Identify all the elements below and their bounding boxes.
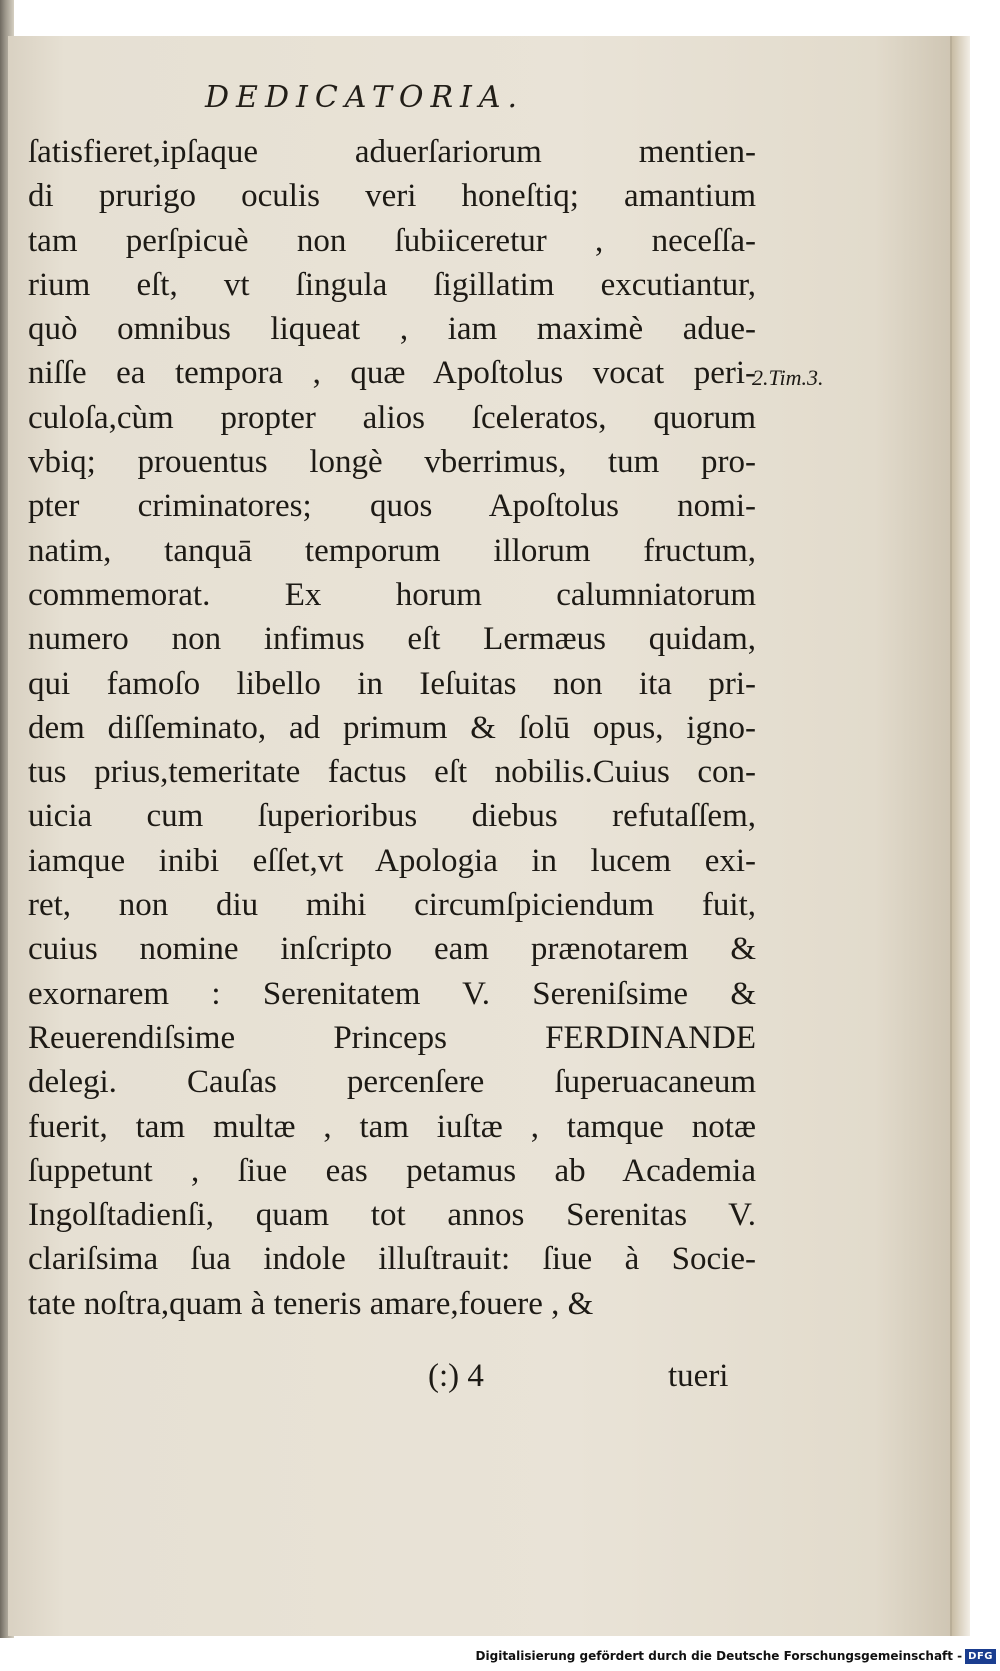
text-line: commemorat. Ex horum calumniatorum [28, 576, 756, 613]
text-line: iamque inibi eſſet,vt Apologia in lucem exi- [28, 842, 756, 879]
text-line: natim, tanquā temporum illorum fructum, [28, 532, 756, 569]
text-line: clariſsima ſua indole illuſtrauit: ſiue à Socie- [28, 1241, 756, 1278]
text-line: ret, non diu mihi circumſpiciendum fuit, [28, 887, 756, 924]
text-line: quò omnibus liqueat , iam maximè adue- [28, 311, 756, 348]
text-line: Reuerendiſsime Princeps FERDINANDE [28, 1019, 756, 1056]
text-line: ſatisfieret,ipſaque aduerſariorum mentien- [28, 134, 756, 170]
text-line: tam perſpicuè non ſubiiceretur , neceſſa- [28, 222, 756, 259]
marginal-note: 2.Tim.3. [752, 365, 824, 390]
text-line: cuius nomine inſcripto eam prænotarem & [28, 931, 756, 968]
signature-mark: (:) 4 [428, 1358, 484, 1394]
text-line: culoſa,cùm propter alios ſceleratos, quorum [28, 399, 756, 436]
dfg-logo-icon: DFG [965, 1649, 996, 1664]
catchword: tueri [668, 1358, 729, 1394]
text-line: ſuppetunt , ſiue eas petamus ab Academia [28, 1152, 756, 1189]
text-line: tus prius,temeritate factus eſt nobilis.Cuius con- [28, 754, 756, 791]
page-edge-shadow [952, 36, 970, 1636]
text-line: Ingolſtadienſi, quam tot annos Serenitas V. [28, 1197, 756, 1234]
text-line: numero non infimus eſt Lermæus quidam, [28, 621, 756, 658]
running-head: DEDICATORIA. [205, 80, 525, 115]
text-line: fuerit, tam multæ , tam iuſtæ , tamque notæ [28, 1108, 756, 1145]
text-line: qui famoſo libello in Ieſuitas non ita pri- [28, 665, 756, 702]
text-line: tate noſtra,quam à teneris amare,fouere , & [28, 1285, 594, 1322]
body-text [28, 130, 756, 1326]
credit-text: Digitalisierung gefördert durch die Deutsche Forschungsgemeinschaft - [475, 1649, 963, 1663]
digitization-credit [476, 1645, 996, 1667]
text-line: niſſe ea tempora , quæ Apoſtolus vocat peri- [28, 355, 756, 392]
text-line: vbiq; prouentus longè vberrimus, tum pro- [28, 444, 756, 481]
text-line: delegi. Cauſas percenſere ſuperuacaneum [28, 1064, 756, 1101]
text-line: exornarem : Serenitatem V. Sereniſsime & [28, 975, 756, 1012]
text-line: rium eſt, vt ſingula ſigillatim excutiantur, [28, 266, 756, 303]
text-line: di prurigo oculis veri honeſtiq; amantium [28, 178, 756, 215]
text-line: pter criminatores; quos Apoſtolus nomi- [28, 488, 756, 525]
text-line: dem diſſeminato, ad primum & ſolū opus, igno- [28, 709, 756, 746]
text-line: uicia cum ſuperioribus diebus refutaſſem, [28, 798, 756, 835]
